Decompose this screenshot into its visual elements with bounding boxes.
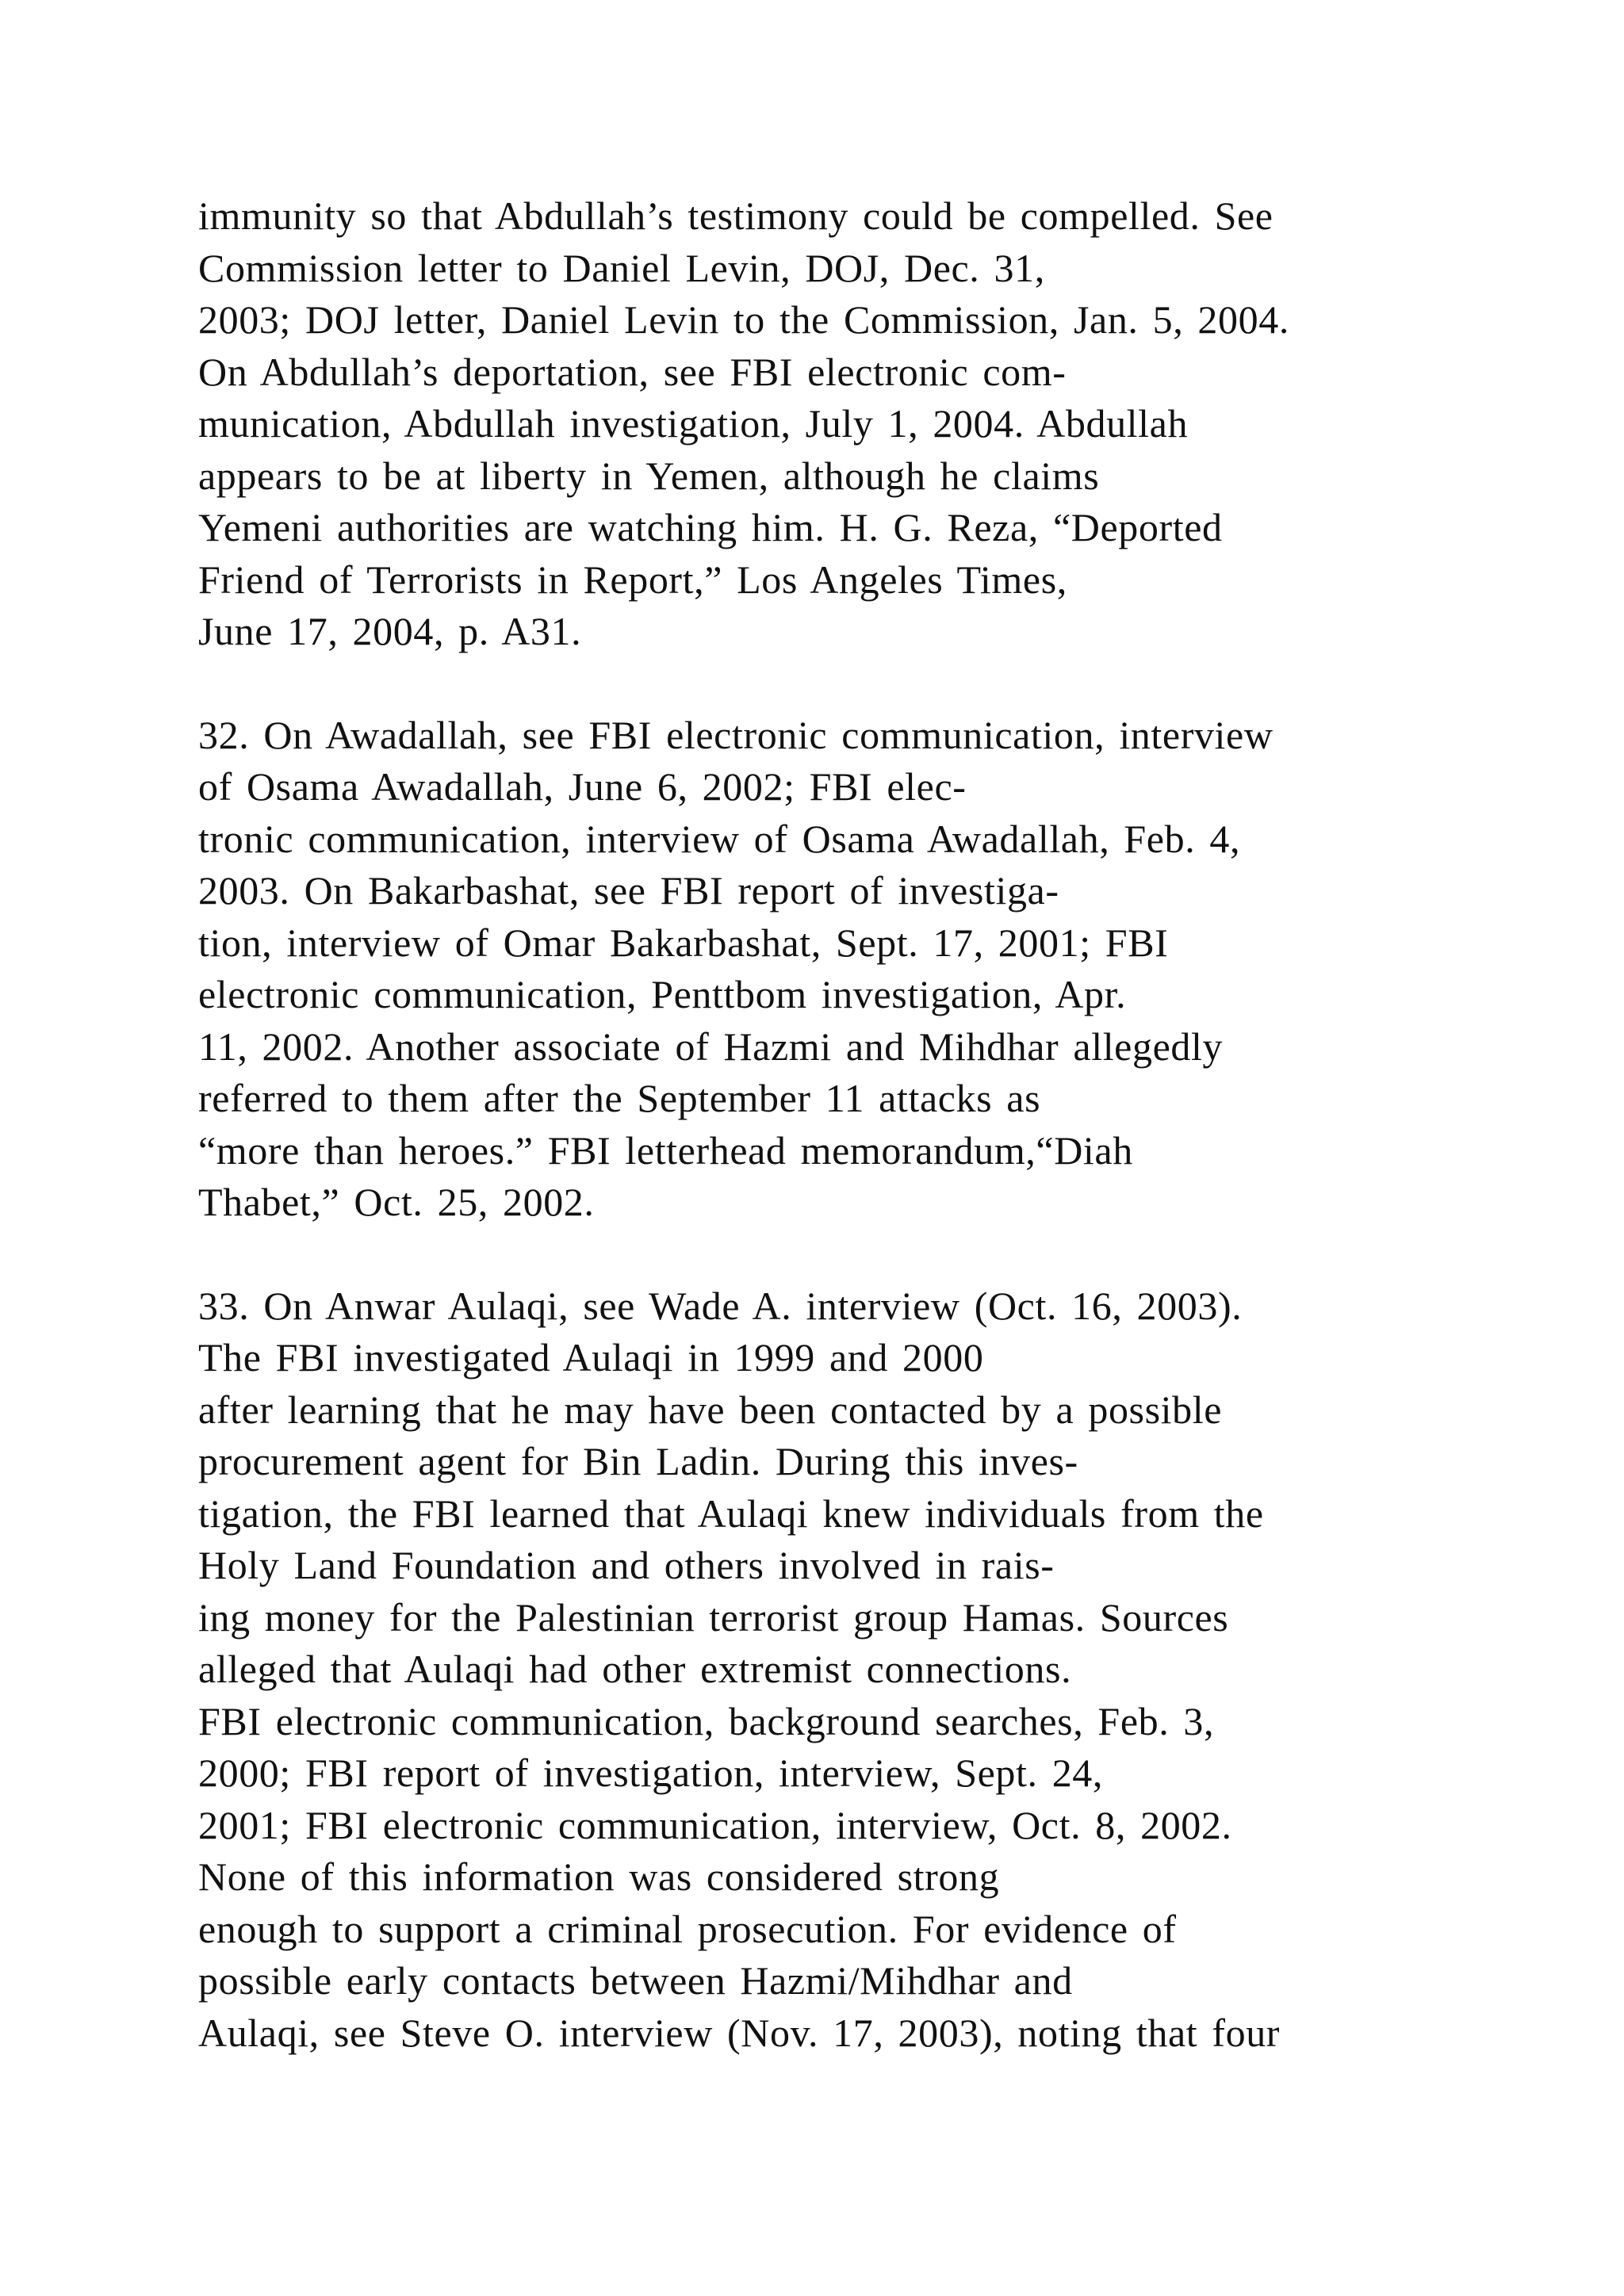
text-line: 11, 2002. Another associate of Hazmi and Mihdhar allegedly bbox=[198, 1024, 1224, 1069]
text-line: immunity so that Abdullah’s testimony could be compelled. See bbox=[198, 193, 1274, 238]
text-line: 2003; DOJ letter, Daniel Levin to the Commission, Jan. 5, 2004. bbox=[198, 297, 1289, 342]
text-line: 32. On Awadallah, see FBI electronic communication, interview bbox=[198, 712, 1274, 757]
footnote-paragraph-33 bbox=[198, 1280, 1443, 2060]
text-line: Yemeni authorities are watching him. H. G. Reza, “Deported bbox=[198, 505, 1223, 549]
text-line: Thabet,” Oct. 25, 2002. bbox=[198, 1180, 595, 1224]
text-line: 2001; FBI electronic communication, interview, Oct. 8, 2002. bbox=[198, 1802, 1232, 1847]
text-line: possible early contacts between Hazmi/Mihdhar and bbox=[198, 1958, 1073, 2003]
text-line: electronic communication, Penttbom investigation, Apr. bbox=[198, 972, 1127, 1016]
text-line: Holy Land Foundation and others involved in rais- bbox=[198, 1543, 1055, 1587]
text-line: On Abdullah’s deportation, see FBI electronic com- bbox=[198, 349, 1067, 394]
text-line: tronic communication, interview of Osama Awadallah, Feb. 4, bbox=[198, 816, 1241, 861]
text-line: enough to support a criminal prosecution. For evidence of bbox=[198, 1906, 1177, 1951]
text-line: after learning that he may have been contacted by a possible bbox=[198, 1387, 1223, 1432]
text-line: procurement agent for Bin Ladin. During this inves- bbox=[198, 1439, 1078, 1483]
footnote-text-block bbox=[198, 190, 1443, 2059]
text-line: alleged that Aulaqi had other extremist connections. bbox=[198, 1647, 1072, 1691]
text-line: of Osama Awadallah, June 6, 2002; FBI elec- bbox=[198, 764, 967, 809]
text-line: 2003. On Bakarbashat, see FBI report of investiga- bbox=[198, 868, 1059, 913]
text-line: munication, Abdullah investigation, July 1, 2004. Abdullah bbox=[198, 401, 1189, 446]
text-line: 2000; FBI report of investigation, interview, Sept. 24, bbox=[198, 1751, 1103, 1795]
text-line: ing money for the Palestinian terrorist group Hamas. Sources bbox=[198, 1594, 1229, 1640]
text-line: Friend of Terrorists in Report,” Los Angeles Times, bbox=[198, 557, 1067, 602]
text-line: “more than heroes.” FBI letterhead memorandum,“Diah bbox=[198, 1127, 1133, 1173]
footnote-paragraph-continuation bbox=[198, 190, 1443, 658]
text-line: FBI electronic communication, background searches, Feb. 3, bbox=[198, 1698, 1215, 1743]
text-line: tigation, the FBI learned that Aulaqi knew individuals from the bbox=[198, 1490, 1264, 1536]
text-line: None of this information was considered strong bbox=[198, 1854, 1000, 1899]
text-line: Commission letter to Daniel Levin, DOJ, Dec. 31, bbox=[198, 245, 1045, 290]
text-line: 33. On Anwar Aulaqi, see Wade A. interview (Oct. 16, 2003). bbox=[198, 1283, 1243, 1328]
text-line: referred to them after the September 11 attacks as bbox=[198, 1076, 1041, 1120]
footnote-paragraph-32 bbox=[198, 710, 1443, 1229]
text-line: tion, interview of Omar Bakarbashat, Sept. 17, 2001; FBI bbox=[198, 920, 1169, 965]
text-line: Aulaqi, see Steve O. interview (Nov. 17, 2003), noting that four bbox=[198, 2010, 1281, 2055]
text-line: appears to be at liberty in Yemen, although he claims bbox=[198, 453, 1100, 498]
text-line: The FBI investigated Aulaqi in 1999 and 2000 bbox=[198, 1335, 984, 1380]
text-line: June 17, 2004, p. A31. bbox=[198, 609, 582, 653]
